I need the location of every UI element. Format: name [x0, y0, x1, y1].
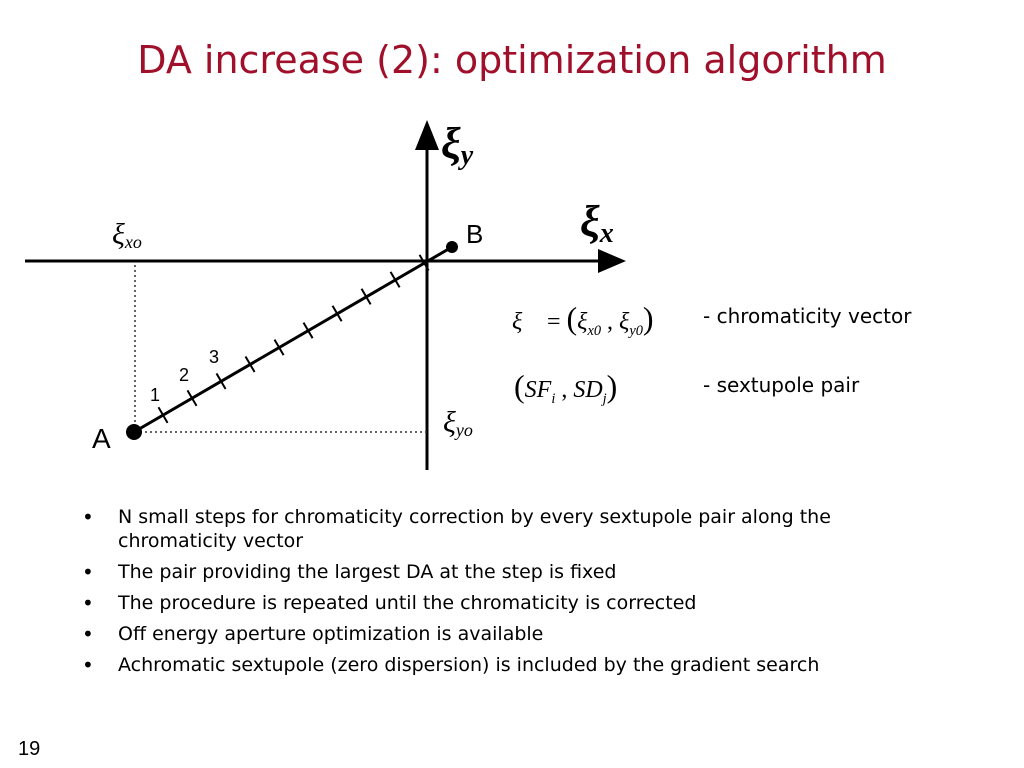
xo-label: ξxo [112, 218, 142, 252]
bullet-item: • N small steps for chromaticity correction by every sextupole pair along the chromaticity vector [80, 505, 940, 553]
step-label-2: 2 [179, 365, 190, 385]
x-axis-label: ξx [580, 197, 614, 249]
step-tick [187, 390, 196, 406]
step-label-3: 3 [209, 347, 220, 367]
yo-label: ξyo [443, 406, 473, 440]
sextupole-pair-formula: ($SF_i$ , $SD_j$) [514, 368, 618, 407]
step-path-line [134, 247, 452, 432]
point-b-label: B [466, 219, 484, 249]
bullet-item: • Achromatic sextupole (zero dispersion) is included by the gradient search [80, 653, 940, 677]
bullet-item: • The procedure is repeated until the chromaticity is corrected [80, 591, 940, 615]
bullet-item: • Off energy aperture optimization is available [80, 622, 940, 646]
bullet-list [80, 505, 940, 684]
point-a-label: A [92, 423, 111, 454]
page-number: 19 [18, 738, 41, 760]
slide-title: DA increase (2): optimization algorithm [137, 38, 887, 82]
point-b-marker [446, 241, 458, 253]
step-label-1: 1 [150, 385, 161, 405]
sextupole-pair-description: - sextupole pair [703, 373, 860, 397]
point-a-marker [126, 424, 142, 440]
y-axis-label: ξy [441, 119, 474, 171]
x-axis-arrow [598, 249, 626, 273]
y-axis-arrow [415, 120, 439, 150]
bullet-item: • The pair providing the largest DA at the step is fixed [80, 560, 940, 584]
chromaticity-vector-description: - chromaticity vector [703, 304, 912, 328]
step-tick [158, 407, 167, 423]
chromaticity-vector-formula: ξ⃗ = ($\xi_{x0}$ , $\xi_{y0}$) [512, 300, 654, 339]
